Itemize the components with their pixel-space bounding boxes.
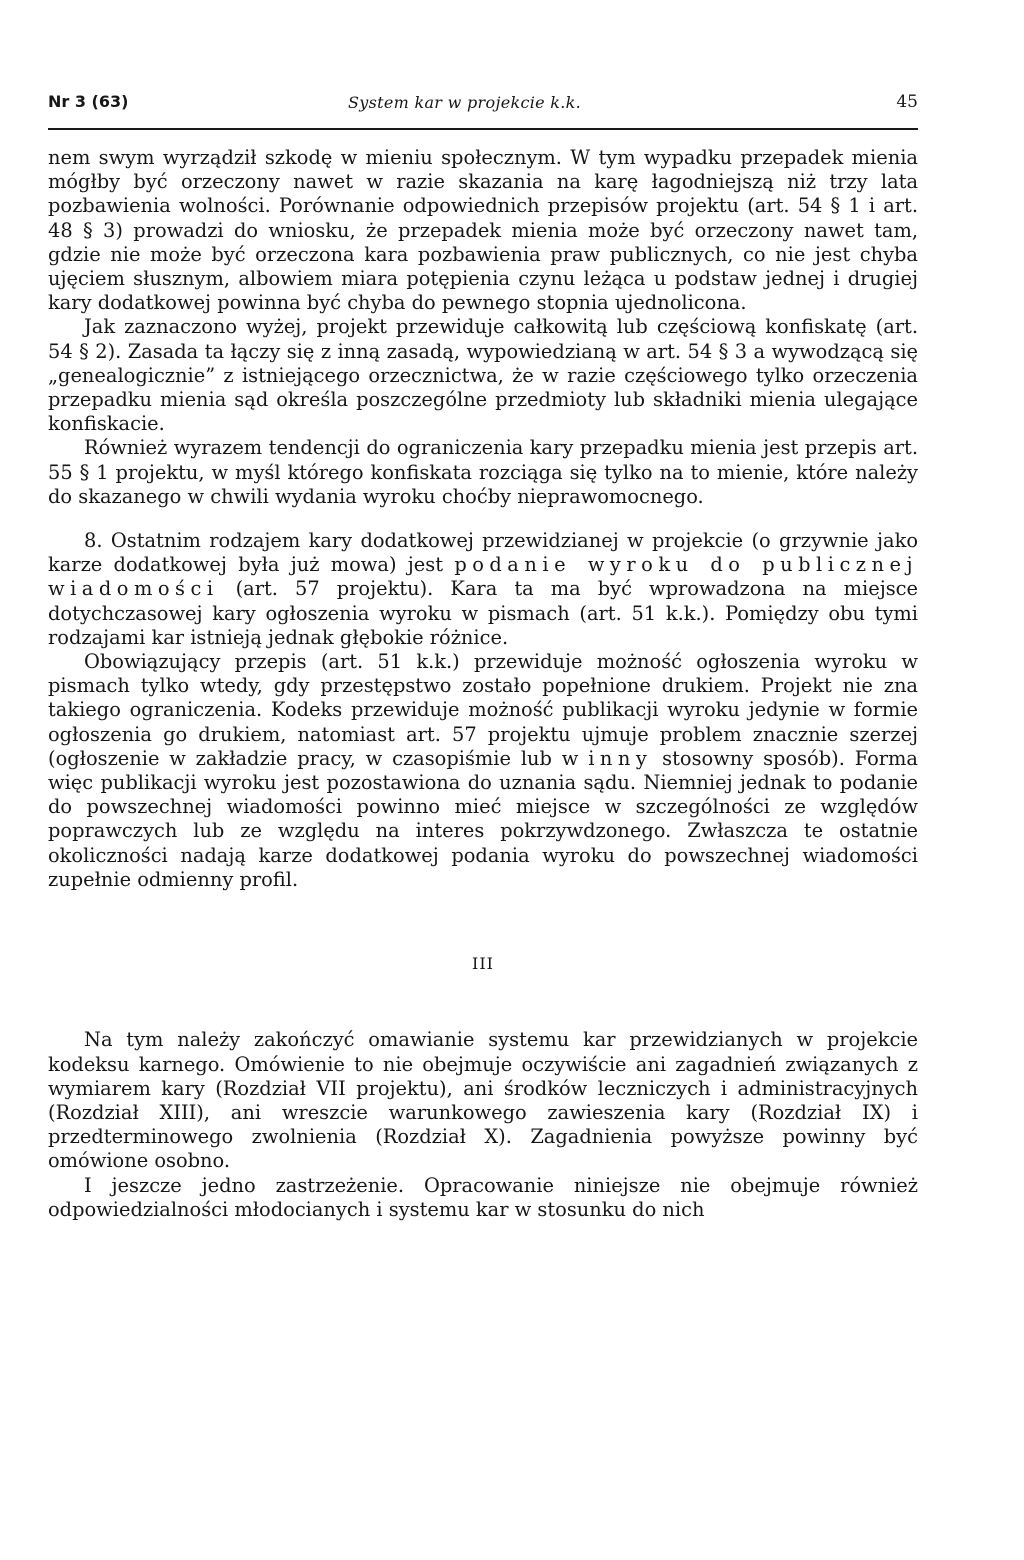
section-heading: III xyxy=(472,954,494,974)
spaced-emphasis: podanie wyroku do publicznej wiadomości xyxy=(48,553,918,601)
paragraph-text: stosowny sposób). Forma więc publikacji wyroku jest pozostawiona do uznania sądu. Niemniej jednak to podanie do powszechnej wiadomości powinno mieć miejsce w szczególności ze względów poprawczych lub ze względu na interes pokrzywdzonego. Zwłaszcza te ostatnie okoliczności nadają karze dodatkowej podania wyroku do powszechnej wiadomości zupełnie odmienny profil. xyxy=(48,746,918,891)
paragraph-point-8 xyxy=(48,529,918,650)
paragraph xyxy=(48,650,918,892)
paragraph-text: 8. Ostatnim rodzajem kary dodatkowej przewidzianej w projekcie (o grzywnie jako karze dodatkowej była już mowa) jest xyxy=(48,529,918,577)
paragraph-text: (art. 57 projektu). Kara ta ma być wprowadzona na miejsce dotychczasowej kary ogłoszenia wyroku w pismach (art. 51 k.k.). Pomiędzy obu tymi rodzajami kar istnieją jednak głębokie różnice. xyxy=(48,577,918,649)
running-title: System kar w projekcie k.k. xyxy=(348,93,582,112)
paragraph: Jak zaznaczono wyżej, projekt przewiduje całkowitą lub częściową konfiskatę (art. 54 § 2). Zasada ta łączy się z inną zasadą, wypowiedzianą w art. 54 § 3 a wywodzącą się „genealogicznie” z istniejącego orzecznictwa, że w razie częściowego tylko orzeczenia przepadku mienia sąd określa poszczególne przedmioty lub składniki mienia ulegające konfiskacie. xyxy=(48,315,918,436)
paragraph: Na tym należy zakończyć omawianie systemu kar przewidzianych w projekcie kodeksu karnego. Omówienie to nie obejmuje oczywiście ani zagadnień związanych z wymiarem kary (Rozdział VII projektu), ani środków leczniczych i administracyjnych (Rozdział XIII), ani wreszcie warunkowego zawieszenia kary (Rozdział IX) i przedterminowego zwolnienia (Rozdział X). Zagadnienia powyższe powinny być omówione osobno. xyxy=(48,1028,918,1173)
page-number: 45 xyxy=(896,92,918,112)
article-body xyxy=(48,146,918,1222)
paragraph: Również wyrazem tendencji do ograniczenia kary przepadku mienia jest przepis art. 55 § 1 projektu, w myśl którego konfiskata rozciąga się tylko na to mienie, które należy do skazanego w chwili wydania wyroku choćby nieprawomocnego. xyxy=(48,436,918,508)
running-header xyxy=(48,92,918,130)
issue-number: Nr 3 (63) xyxy=(48,92,129,111)
spaced-emphasis: inny xyxy=(588,746,653,770)
paragraph: I jeszcze jedno zastrzeżenie. Opracowanie niniejsze nie obejmuje również odpowiedzialności młodocianych i systemu kar w stosunku do nich xyxy=(48,1173,918,1221)
paragraph-text: Obowiązujący przepis (art. 51 k.k.) przewiduje możność ogłoszenia wyroku w pismach tylko wtedy, gdy przestępstwo zostało popełnione drukiem. Projekt nie zna takiego ograniczenia. Kodeks przewiduje możność publikacji wyroku jedynie w formie ogłoszenia go drukiem, natomiast art. 57 projektu ujmuje problem znacznie szerzej (ogłoszenie w zakładzie pracy, w czasopiśmie lub w xyxy=(48,650,918,770)
paragraph: nem swym wyrządził szkodę w mieniu społecznym. W tym wypadku przepadek mienia mógłby być orzeczony nawet w razie skazania na karę łagodniejszą niż trzy lata pozbawienia wolności. Porównanie odpowiednich przepisów projektu (art. 54 § 1 i art. 48 § 3) prowadzi do wniosku, że przepadek mienia może być orzeczony nawet tam, gdzie nie może być orzeczona kara pozbawienia praw publicznych, co nie jest chyba ujęciem słusznym, albowiem miara potępienia czynu leżąca u podstaw jednej i drugiej kary dodatkowej powinna być chyba do pewnego stopnia ujednolicona. xyxy=(48,146,918,315)
document-page xyxy=(48,92,918,1222)
